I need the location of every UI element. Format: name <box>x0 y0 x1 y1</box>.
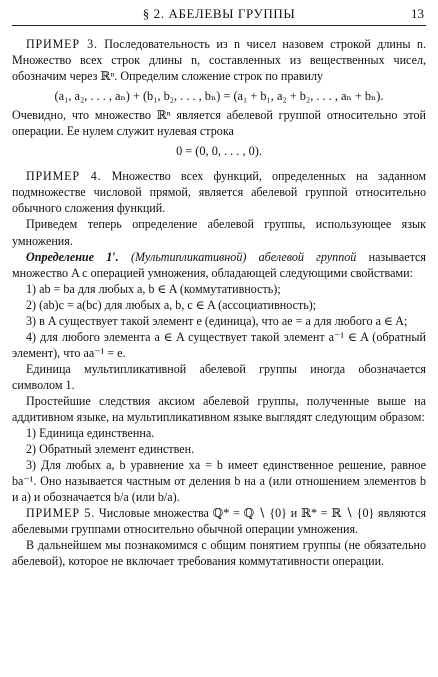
definition-paragraph <box>12 249 426 281</box>
axiom-4: 4) для любого элемента a ∈ A существует такой элемент a⁻¹ ∈ A (обратный элемент), что aa⁻¹ = e. <box>12 329 426 360</box>
page-number: 13 <box>411 6 424 21</box>
unit-note: Единица мультипликативной абелевой группы иногда обозначается символом 1. <box>12 361 426 392</box>
axiom-2: 2) (ab)c = a(bc) для любых a, b, c ∈ A (ассоциативность); <box>26 297 317 312</box>
example-4-paragraph <box>12 168 426 216</box>
example-5-text: Числовые множества ℚ* = ℚ ∖ {0} и ℝ* = ℝ ∖ {0} являются абелевыми группами относительно обычной операции умножения. <box>12 506 427 537</box>
example-4-lead: ПРИМЕР 4. <box>26 169 102 184</box>
consequence-2: 2) Обратный элемент единствен. <box>26 442 195 457</box>
axiom-1: 1) ab = ba для любых a, b ∈ A (коммутативность); <box>26 281 281 296</box>
closing-paragraph: В дальнейшем мы познакомимся с общим понятием группы (не обязательно абелевой), которое не включает требования коммутативности операции. <box>12 538 426 569</box>
example-3-paragraph <box>12 36 426 84</box>
consequences-intro: Простейшие следствия аксиом абелевой группы, полученные выше на аддитивном языке, на мультипликативном языке выглядят следующим образом: <box>12 393 426 425</box>
page-body <box>12 36 426 570</box>
consequence-3: 3) Для любых a, b уравнение xa = b имеет единственное решение, равное ba⁻¹. Оно называется частным от деления b на a (или отношением элементов b и a) и обозначается b/a (или b/a). <box>12 458 426 505</box>
example-3-text: Последовательность из n чисел назовем строкой длины n. Множество всех строк длины n, составленных из вещественных чисел, обозначим через ℝⁿ. Определим сложение строк по правилу <box>12 37 426 84</box>
running-title: § 2. АБЕЛЕВЫ ГРУППЫ <box>142 6 296 21</box>
axiom-3: 3) в A существует такой элемент e (единица), что ae = a для любого a ∈ A; <box>26 313 408 328</box>
consequence-1: 1) Единица единственна. <box>26 426 155 441</box>
example-4-text: Множество всех функций, определенных на заданном подмножестве числовой прямой, является абелевой группой относительно обычного сложения функций. <box>12 169 426 216</box>
example-5-lead: ПРИМЕР 5. <box>26 506 96 521</box>
example-3-conclusion: Очевидно, что множество ℝⁿ является абелевой группой относительно этой операции. Ее нулем служит нулевая строка <box>12 108 426 139</box>
row-addition-formula: (a₁, a₂, . . . , aₙ) + (b₁, b₂, . . . , bₙ) = (a₁ + b₁, a₂ + b₂, . . . , aₙ + bₙ). <box>54 89 384 104</box>
definition-text: называется множество A с операцией умножения, обладающей следующими свойствами: <box>12 249 426 280</box>
definition-lead: Определение 1′. <box>26 249 119 264</box>
definition-term: (Мультипликативной) абелевой группой <box>130 249 357 264</box>
example-5-paragraph <box>12 505 426 537</box>
running-header <box>12 0 426 26</box>
example-3-lead: ПРИМЕР 3. <box>26 37 98 51</box>
zero-row-formula: 0 = (0, 0, . . . , 0). <box>176 144 262 159</box>
definition-intro: Приведем теперь определение абелевой группы, использующее язык умножения. <box>12 217 426 248</box>
